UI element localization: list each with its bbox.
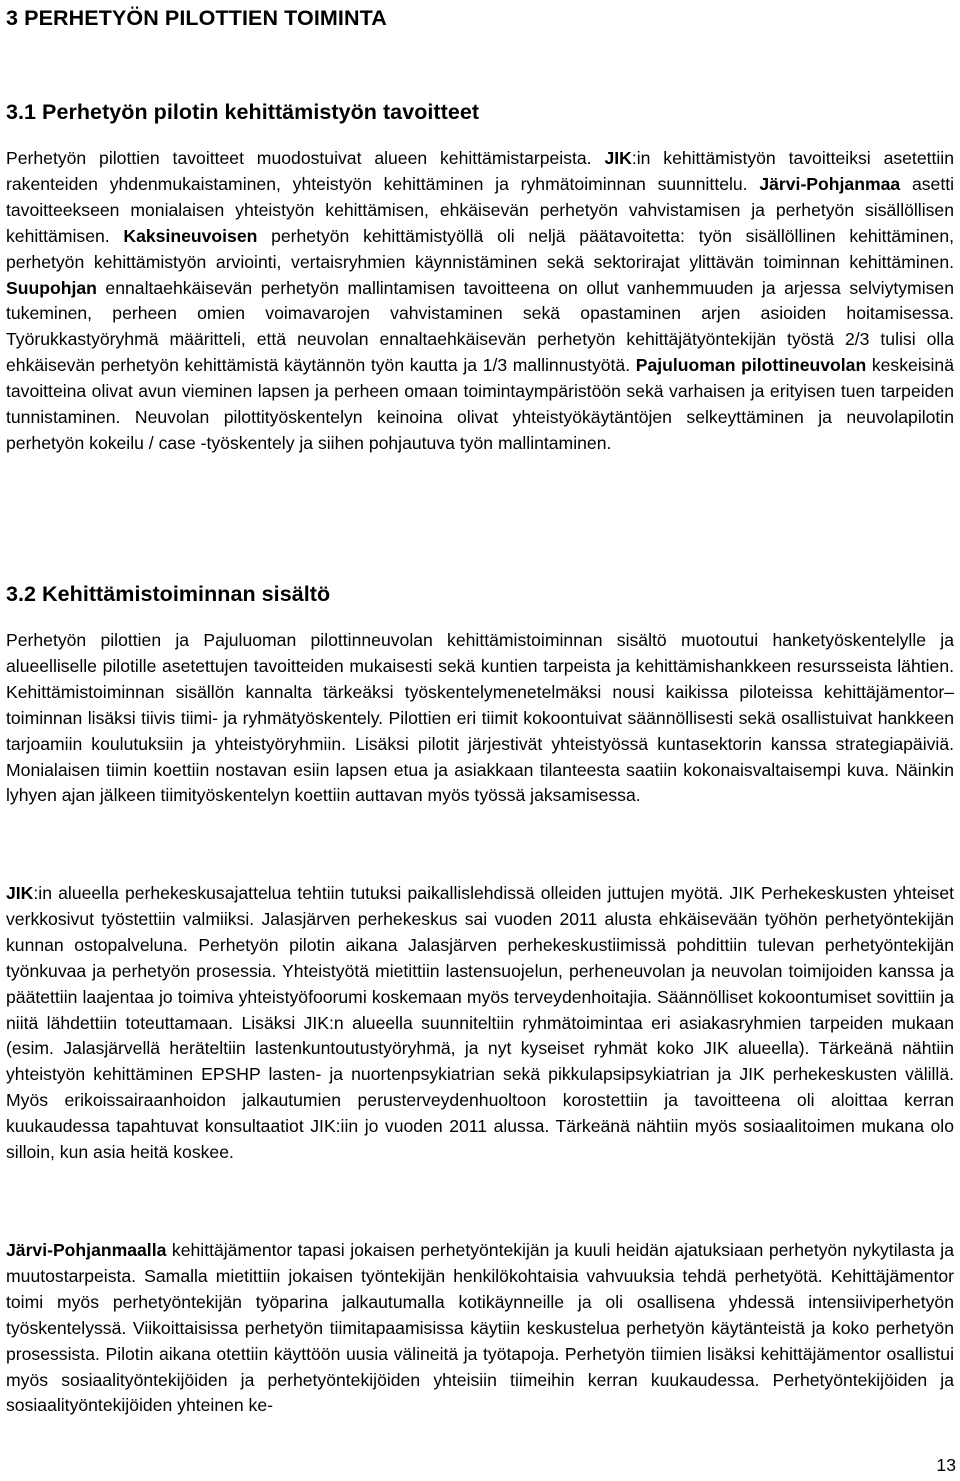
paragraph	[6, 881, 954, 1166]
chapter-heading: 3 PERHETYÖN PILOTTIEN TOIMINTA	[6, 6, 387, 30]
paragraph	[6, 146, 954, 457]
page-number: 13	[936, 1455, 956, 1475]
paragraph	[6, 1238, 954, 1419]
bold-term: Kaksineuvoisen	[123, 225, 258, 246]
text-run: keskeisinä tavoitteina olivat avun vieminen lapsen ja perheen omaan toimintaympäristöön sekä varhaisen ja erityisen tuen tarpeiden tunnistaminen. Neuvolan pilottityöskentelyn keinoina olivat yhteistyökäytäntöjen selkeyttäminen ja neuvolapilotin perhetyön kokeilu / case -työskentely ja siihen pohjautuva työn mallintaminen.	[6, 355, 954, 453]
bold-term: Järvi-Pohjanmaa	[759, 173, 901, 194]
text-run: Perhetyön pilottien ja Pajuluoman pilottinneuvolan kehittämistoiminnan sisältö muotoutui hanketyöskentelylle ja alueelliselle pilotille asetettujen tavoitteiden mukaisesti sekä kuntien tarpeista ja kehittämishankkeen resursseista lähtien. Kehittämistoiminnan sisällön kannalta tärkeäksi työskentelymenetelmäksi nousi kaikissa piloteissa kehittäjämentor–toiminnan lisäksi tiivis tiimi- ja ryhmätyöskentely. Pilottien eri tiimit kokoontuivat säännöllisesti sekä osallistuivat hankkeen tarjoamiin koulutuksiin ja yhteistyöryhmiin. Lisäksi pilotit järjestivät yhteistyössä kuntasektorin kanssa strategiapäiviä. Monialaisen tiimin koettiin nostavan esiin lapsen etua ja asiakkaan tilanteesta saatiin kokonaisvaltaisempi kuva. Näinkin lyhyen ajan jälkeen tiimityöskentelyn koettiin auttavan myös työssä jaksamisessa.	[6, 630, 954, 806]
text-run: asetti tavoitteekseen monialaisen yhteistyön kehittämisen, ehkäisevän perhetyön vahvistamisen ja perhetyön sisällöllisen kehittämisen.	[6, 173, 955, 246]
text-run: Perhetyön pilottien tavoitteet muodostuivat alueen kehittämistarpeista.	[6, 148, 605, 168]
bold-term: JIK	[604, 148, 632, 168]
bold-term: Suupohjan	[6, 277, 97, 298]
text-run: :in kehittämistyön tavoitteiksi asetettiin rakenteiden yhdenmukaistaminen, yhteistyön kehittäminen ja ryhmätoiminnan suunnittelu.	[6, 148, 954, 194]
bold-term: Järvi-Pohjanmaalla	[6, 1240, 167, 1260]
text-run: kehittäjämentor tapasi jokaisen perhetyöntekijän ja kuuli heidän ajatuksiaan perhetyön nykytilasta ja muutostarpeista. Samalla mietittiin jokaisen työntekijän henkilökohtaisia vahvuuksia tehdä perhetyötä. Kehittäjämentor toimi myös perhetyöntekijän työparina jalkautumalla kotikäynneille ja oli osallisena yhdessä intensiiviperhetyön työskentelyssä. Viikoittaisissa perhetyön tiimitapaamisissa käytiin keskustelua perhetyön käytänteistä ja koko perhetyön prosessista. Pilotin aikana otettiin käyttöön uusia välineitä ja työtapoja. Perhetyön tiimien lisäksi kehittäjämentor osallistui myös sosiaalityöntekijöiden ja perhetyöntekijöiden yhteisiin tiimeihin kerran kuukaudessa. Perhetyöntekijöiden ja sosiaalityöntekijöiden yhteinen ke-	[6, 1240, 954, 1416]
bold-term: Pajuluoman pilottineuvolan	[635, 355, 867, 376]
text-run: :in alueella perhekeskusajattelua tehtiin tutuksi paikallislehdissä olleiden juttujen myötä. JIK Perhekeskusten yhteiset verkkosivut työstettiin valmiiksi. Jalasjärven perhekeskus sai vuoden 2011 alusta ehkäisevään työhön perhetyöntekijän kunnan ostopalveluna. Perhetyön pilotin aikana Jalasjärven perhekeskustiimissä pohdittiin tulevan perhetyöntekijän työnkuvaa ja perhetyön prosessia. Yhteistyötä mietittiin lastensuojelun, perheneuvolan ja neuvolan toimijoiden kanssa ja päätettiin laajentaa jo toimiva yhteistyöfoorumi koskemaan myös terveydenhoitajia. Säännölliset kokoontumiset sovittiin ja niitä lähdettiin toteuttamaan. Lisäksi JIK:n alueella suunniteltiin ryhmätoimintaa eri asiakasryhmien tarpeiden mukaan (esim. Jalasjärvellä heräteltiin lastenkuntoutustyöryhmä, ja nyt kyseiset ryhmät koko JIK alueella). Tärkeänä nähtiin yhteistyön kehittäminen EPSHP lasten- ja nuortenpsykiatrian sekä pikkulapsipsykiatrian ja JIK perhekeskusten välillä. Myös erikoissairaanhoidon jalkautumien perusterveydenhuoltoon korostettiin ja tavoitteena oli aloittaa kerran kuukaudessa tapahtuvat konsultaatiot JIK:iin jo vuoden 2011 alussa. Tärkeänä nähtiin myös sosiaalitoimen mukana olo silloin, kun asia heitä koskee.	[6, 883, 954, 1163]
section-heading-3-2: 3.2 Kehittämistoiminnan sisältö	[6, 582, 331, 606]
text-run: perhetyön kehittämistyöllä oli neljä päätavoitetta: työn sisällöllinen kehittäminen, perhetyön kehittämistyön arviointi, vertaisryhmien käynnistäminen sekä sektorirajat ylittävän toiminnan kehittäminen.	[6, 225, 954, 272]
paragraph	[6, 628, 954, 809]
section-heading-3-1: 3.1 Perhetyön pilotin kehittämistyön tavoitteet	[6, 100, 480, 124]
bold-term: JIK	[6, 883, 34, 903]
text-run: ennaltaehkäisevän perhetyön mallintamisen tavoitteena on ollut vanhemmuuden ja arjessa selviytymisen tukeminen, perheen omien voimavarojen vahvistaminen sekä opastaminen arjen asioiden hoitamisessa. Työrukkastyöryhmä määritteli, että neuvolan ennaltaehkäisevän perhetyön kehittäjätyöntekijän työstä 2/3 tulisi olla ehkäisevän perhetyön kehittämistä käytännön työn kautta ja 1/3 mallinnustyötä.	[6, 277, 954, 376]
